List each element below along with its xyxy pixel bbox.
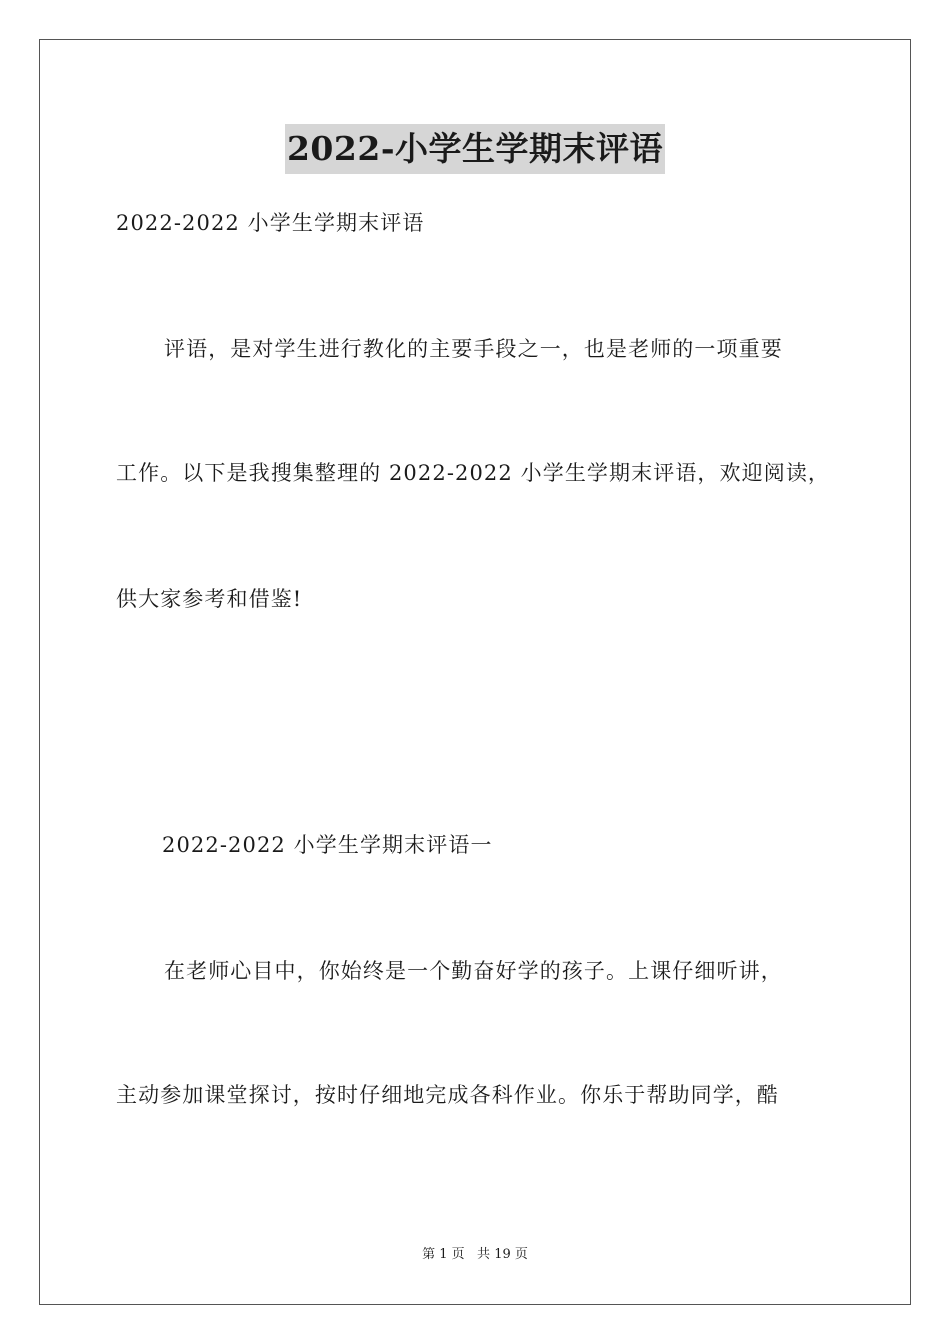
section-heading: 2022-2022 小学生学期末评语一 [162, 833, 493, 857]
paragraph-line: 评语，是对学生进行教化的主要手段之一，也是老师的一项重要 [164, 337, 783, 361]
paragraph-line: 供大家参考和借鉴! [116, 587, 303, 611]
title-container [0, 124, 950, 174]
document-title: 2022-小学生学期末评语 [285, 124, 665, 174]
paragraph-line: 工作。以下是我搜集整理的 2022-2022 小学生学期末评语，欢迎阅读， [116, 461, 831, 485]
paragraph-line: 主动参加课堂探讨，按时仔细地完成各科作业。你乐于帮助同学，酷 [116, 1083, 779, 1107]
subtitle-line: 2022-2022 小学生学期末评语 [116, 211, 425, 235]
page-footer: 第 1 页 共 19 页 [422, 1247, 528, 1262]
paragraph-line: 在老师心目中，你始终是一个勤奋好学的孩子。上课仔细听讲， [164, 959, 783, 983]
